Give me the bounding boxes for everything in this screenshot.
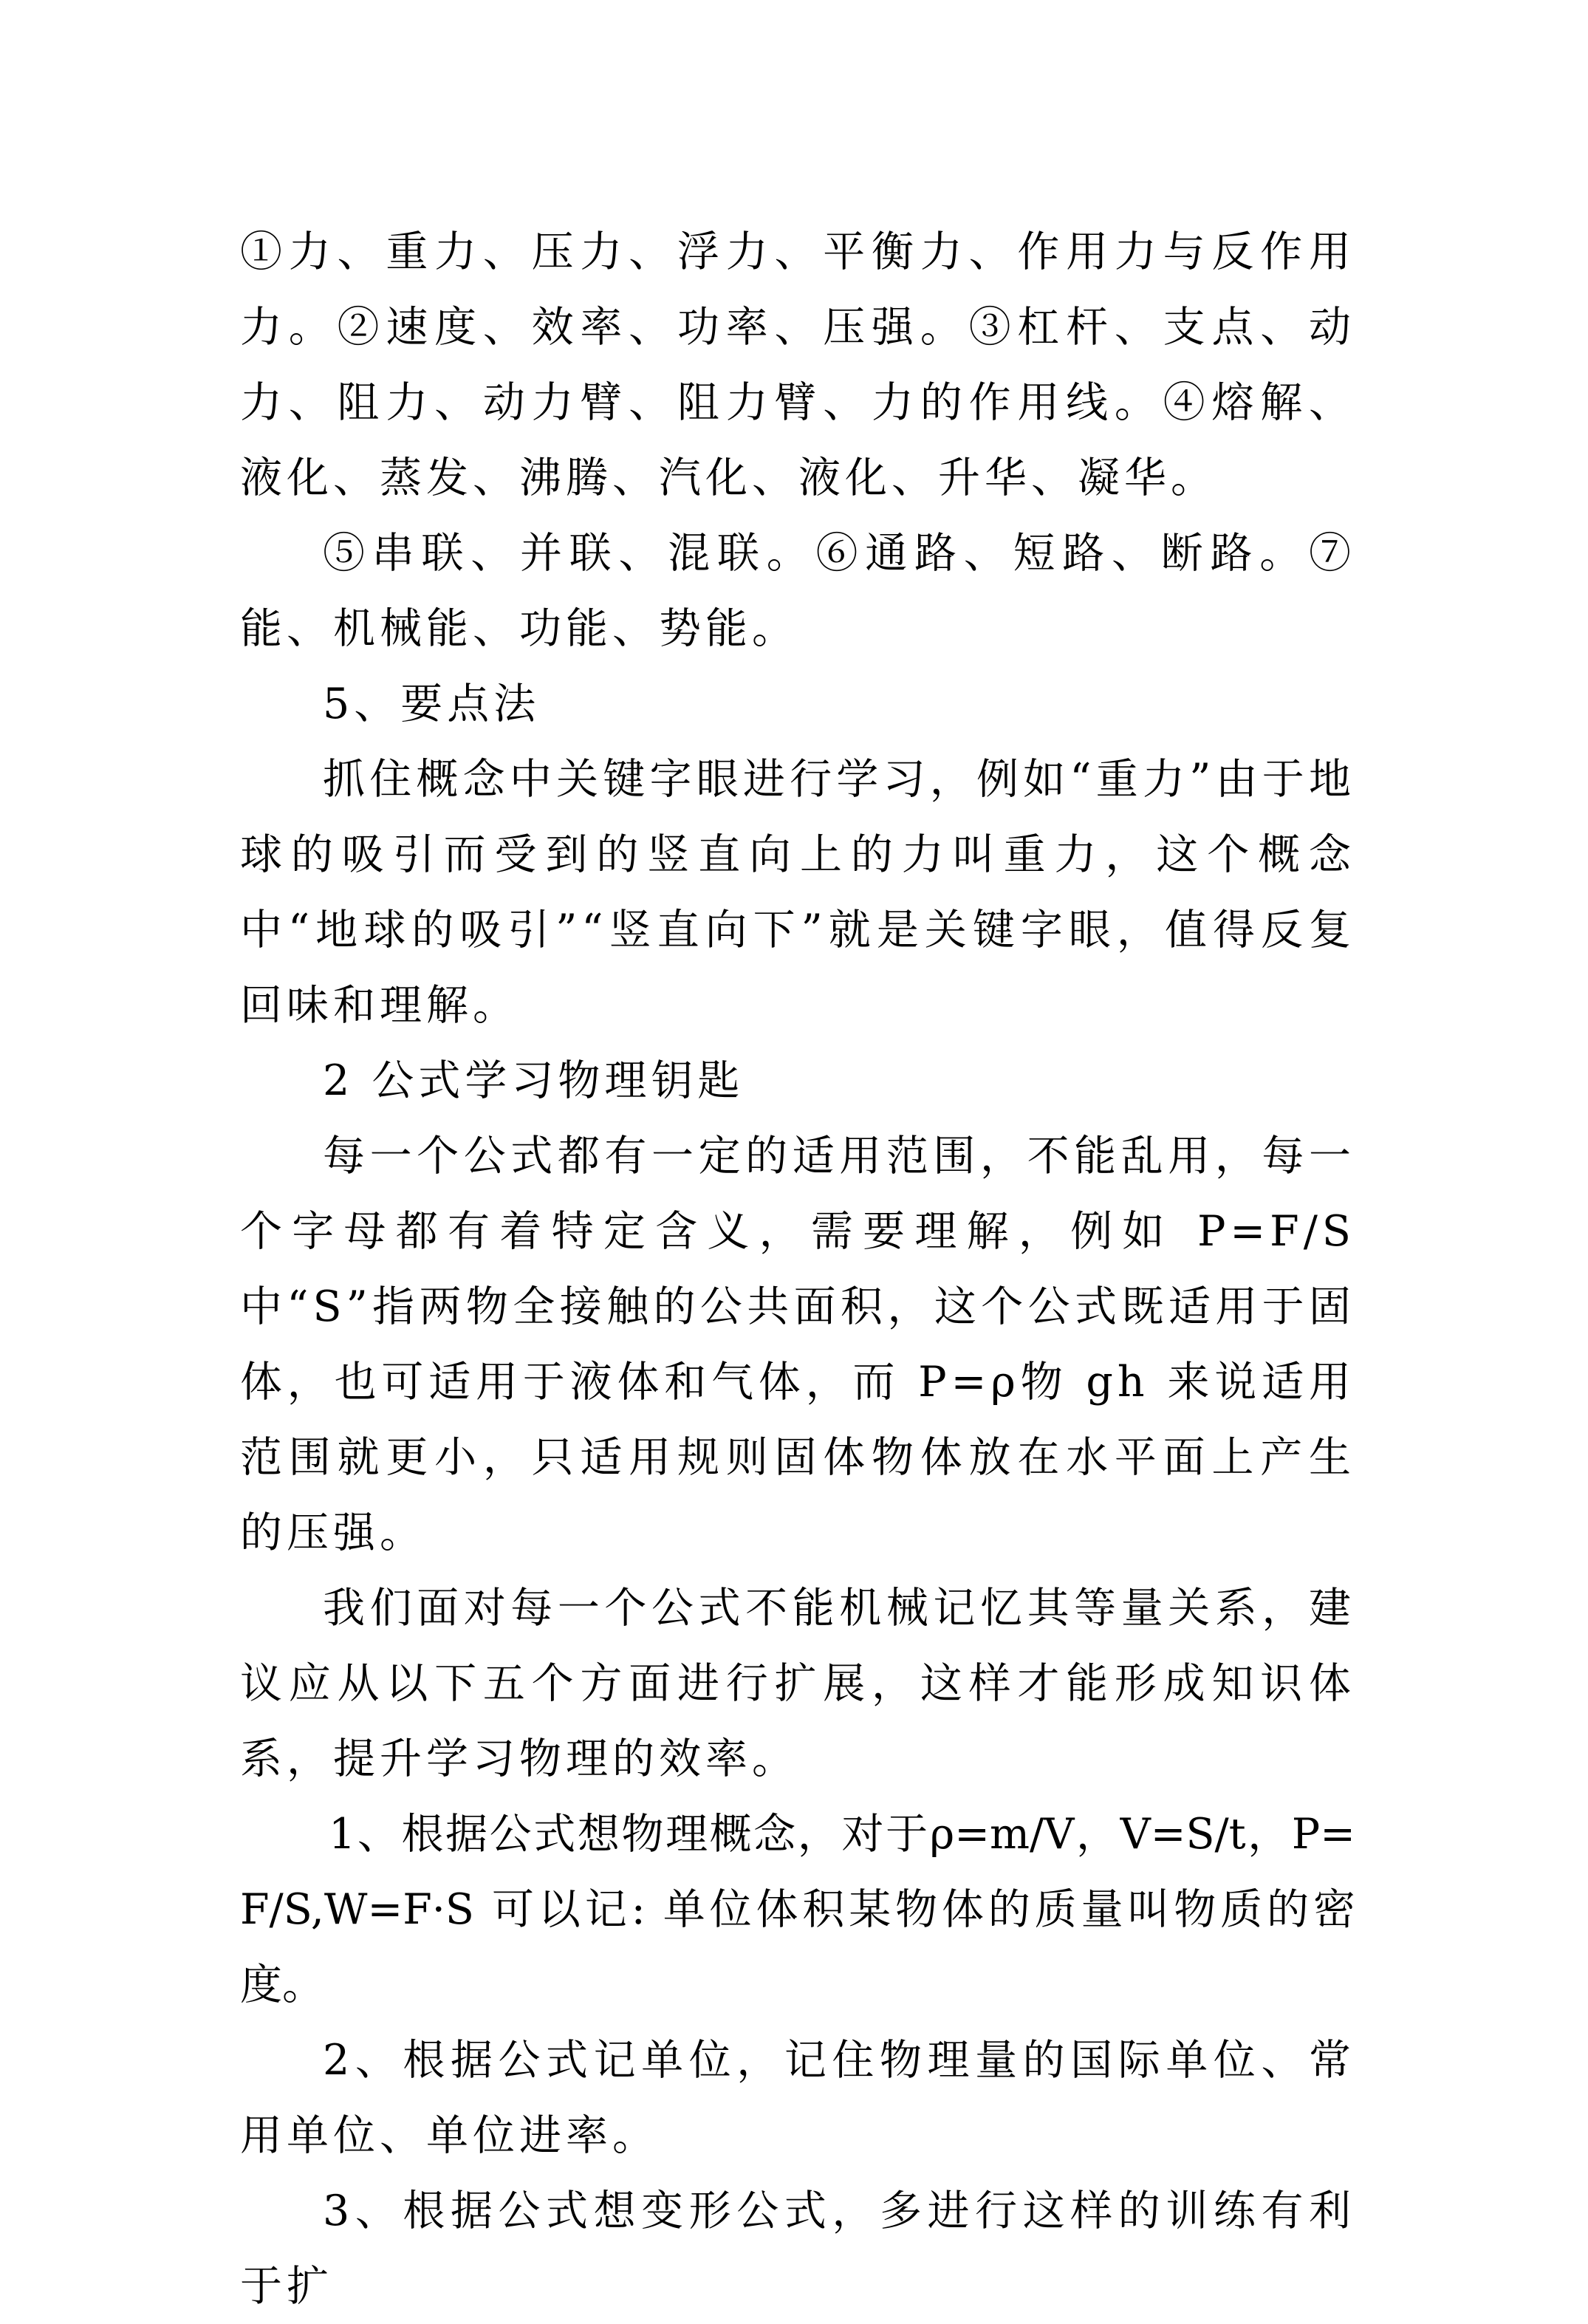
paragraph-formula-expansion: 我们面对每一个公式不能机械记忆其等量关系，建议应从以下五个方面进行扩展，这样才能形成知识体系，提升学习物理的效率。 [240, 1584, 1355, 1783]
paragraph-key-words: 抓住概念中关键字眼进行学习，例如“重力”由于地球的吸引而受到的竖直向上的力叫重力，这个概念中“地球的吸引”“竖直向下”就是关键字眼，值得反复回味和理解。 [240, 755, 1355, 1030]
paragraph-concept-list: ①力、重力、压力、浮力、平衡力、作用力与反作用力。②速度、效率、功率、压强。③杠杆、支点、动力、阻力、动力臂、阻力臂、力的作用线。④熔解、液化、蒸发、沸腾、汽化、液化、升华、凝华。 [240, 228, 1355, 502]
paragraph-step-2: 2、根据公式记单位，记住物理量的国际单位、常用单位、单位进率。 [240, 2036, 1355, 2160]
heading-formula-learning: 2 公式学习物理钥匙 [323, 1056, 745, 1105]
heading-key-points-method: 5、要点法 [323, 680, 541, 728]
paragraph-formula-scope: 每一个公式都有一定的适用范围，不能乱用，每一个字母都有着特定含义，需要理解，例如 P=F/S 中“S”指两物全接触的公共面积，这个公式既适用于固体，也可适用于液体和气体，而 P=ρ物 gh 来说适用范围就更小，只适用规则固体物体放在水平面上产生的压强。 [240, 1132, 1355, 1557]
document-body [240, 214, 1355, 2324]
paragraph-step-1: 1、根据公式想物理概念，对于ρ=m/V，V=S/t，P=F/S,W=F·S 可以记: 单位体积某物体的质量叫物质的密度。 [240, 1810, 1355, 2009]
paragraph-circuit-energy: ⑤串联、并联、混联。⑥通路、短路、断路。⑦能、机械能、功能、势能。 [240, 529, 1355, 653]
paragraph-step-3: 3、根据公式想变形公式，多进行这样的训练有利于扩 [240, 2187, 1355, 2311]
